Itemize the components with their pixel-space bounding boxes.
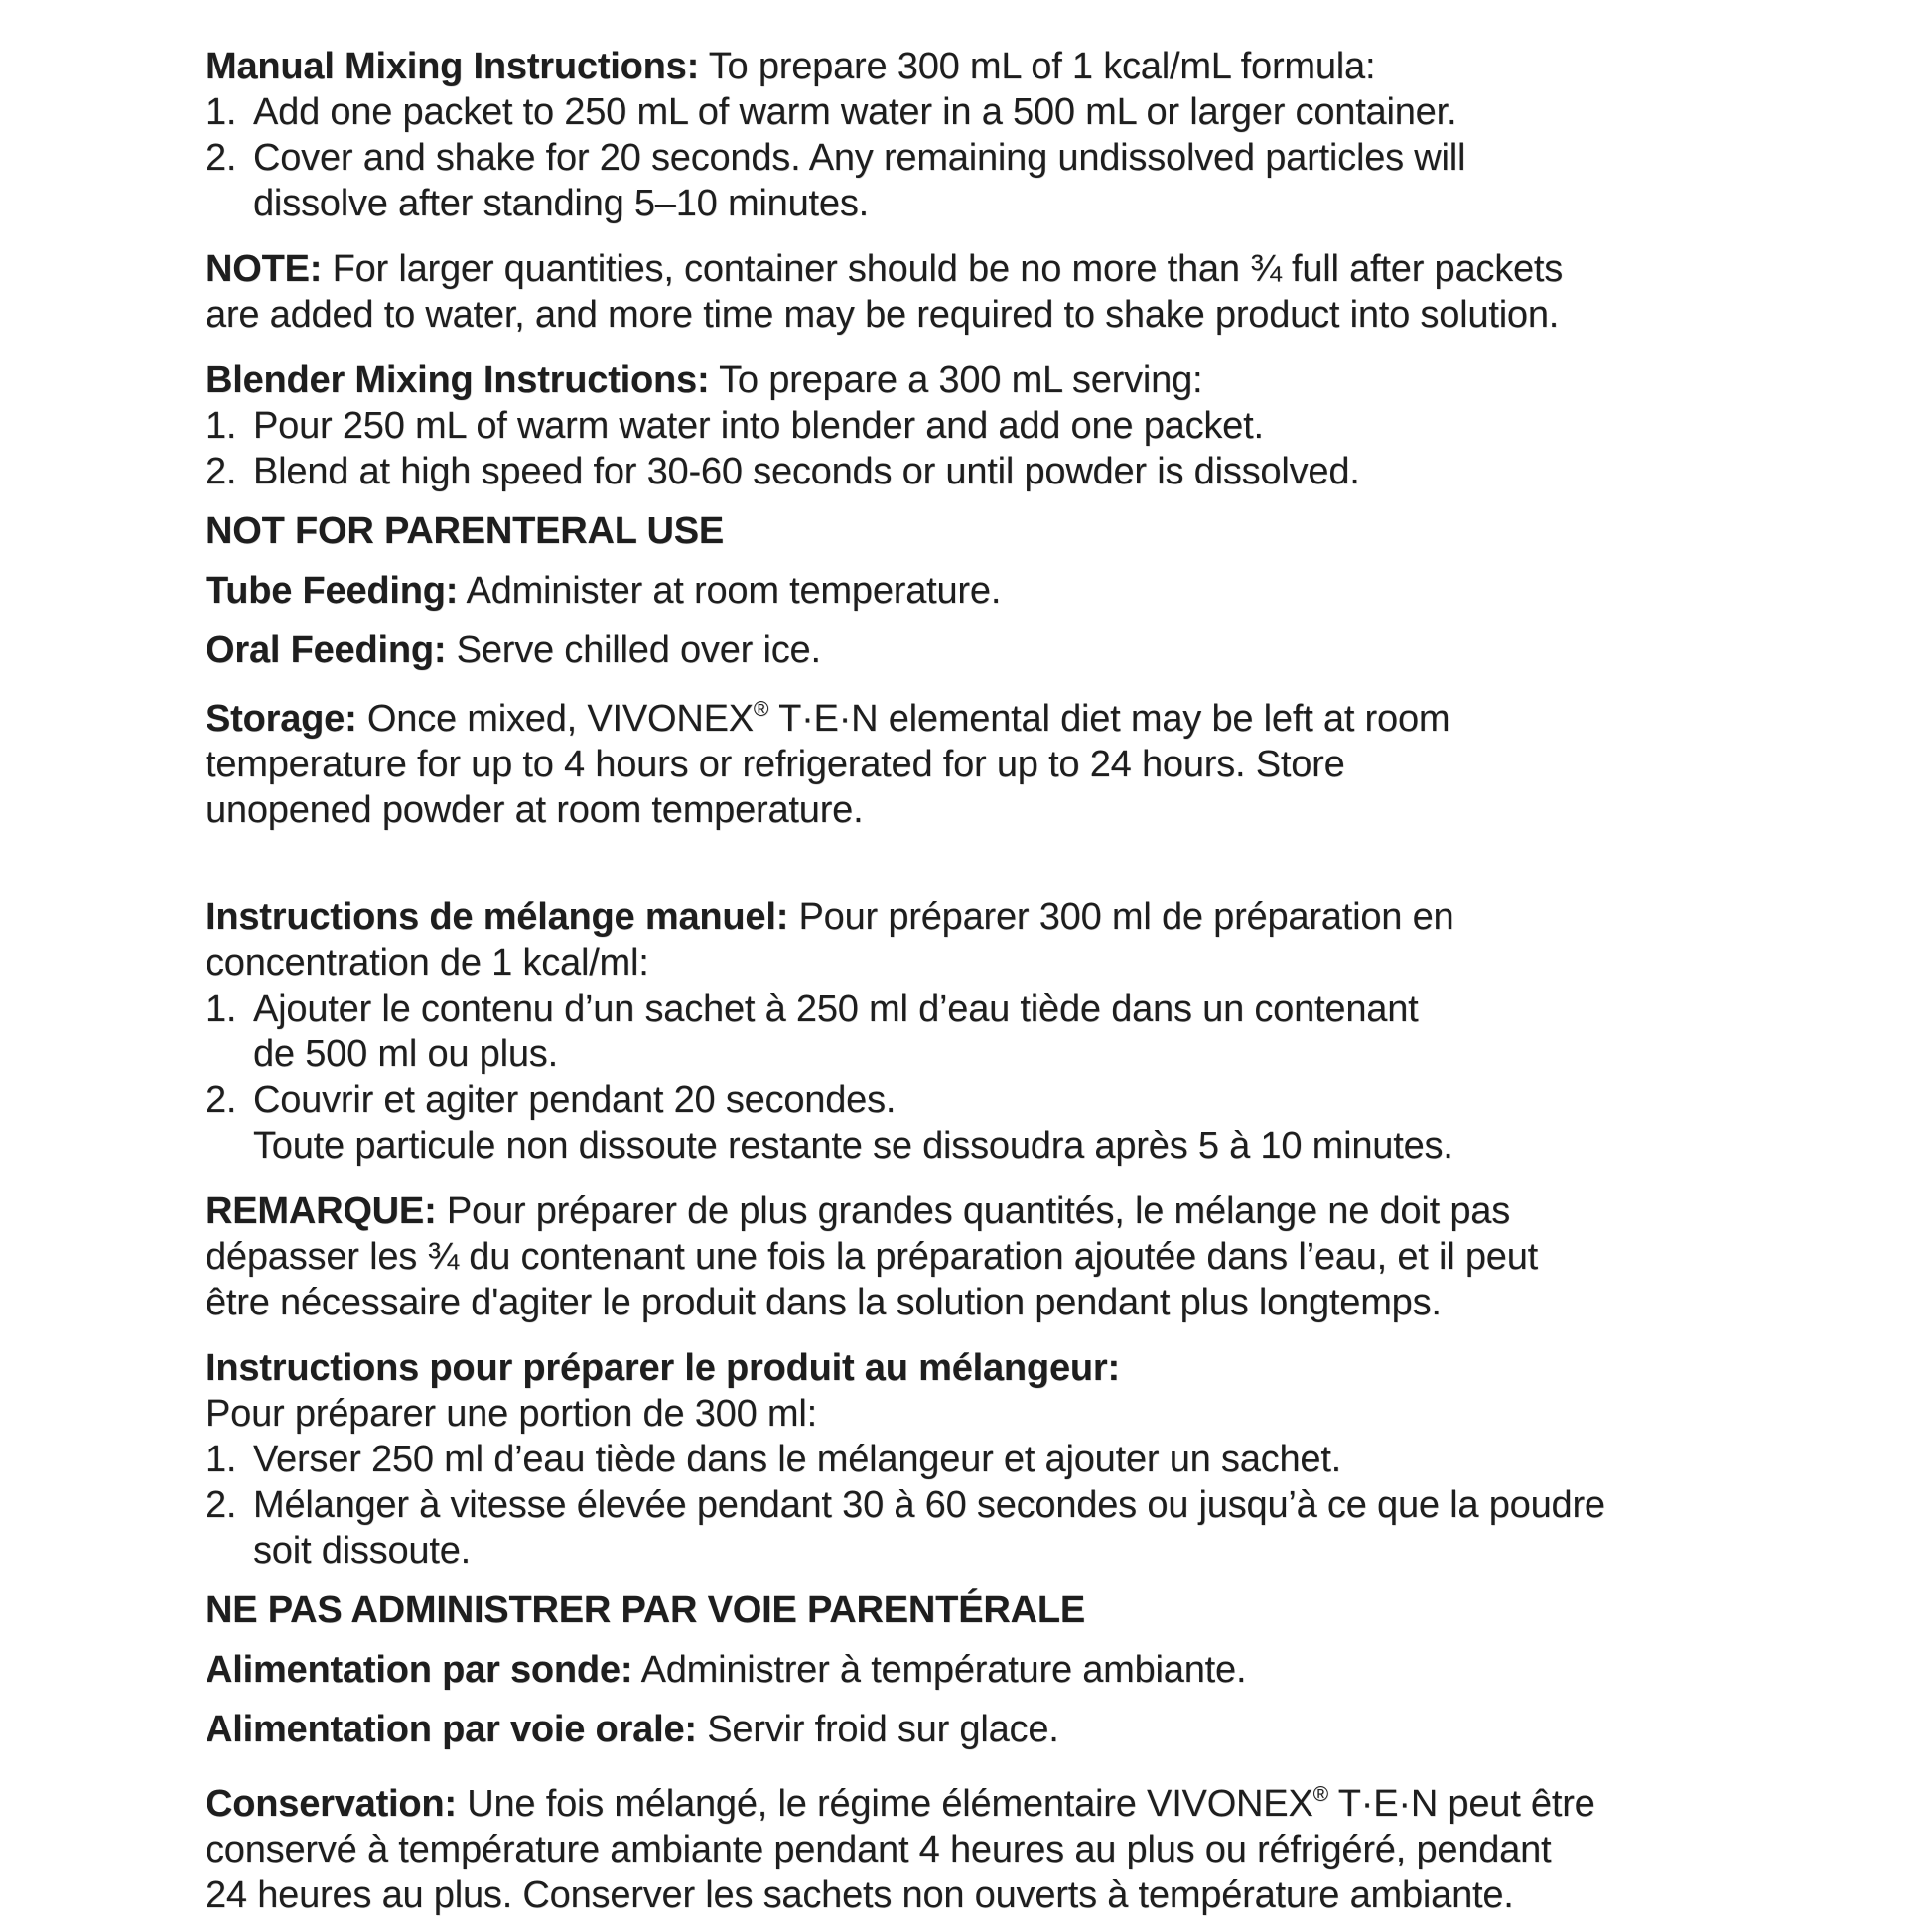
en-note-line-1 (206, 246, 1932, 292)
list-number: 2. (206, 1079, 237, 1121)
en-manual-heading-label: Manual Mixing Instructions: (206, 46, 700, 87)
fr-remarque-line-3: être nécessaire d'agiter le produit dans la solution pendant plus longtemps. (206, 1282, 1442, 1323)
en-manual-step-1 (206, 89, 1932, 135)
en-note-text: For larger quantities, container should be no more than ¾ full after packets (322, 248, 1564, 290)
en-manual-heading (206, 44, 1932, 89)
fr-blender-step-2-continued: soit dissoute. (253, 1530, 471, 1572)
en-blender-heading-label: Blender Mixing Instructions: (206, 359, 710, 401)
list-text: Mélanger à vitesse élevée pendant 30 à 60 secondes ou jusqu’à ce que la poudre (253, 1484, 1605, 1526)
fr-manual-heading (206, 895, 1932, 940)
list-text: Verser 250 ml d’eau tiède dans le mélangeur et ajouter un sachet. (253, 1439, 1342, 1480)
list-text: Couvrir et agiter pendant 20 secondes. (253, 1079, 897, 1121)
fr-blender-heading-line-2: Pour préparer une portion de 300 ml: (206, 1393, 817, 1435)
list-number: 2. (206, 137, 237, 179)
list-text: Cover and shake for 20 seconds. Any remaining undissolved particles will (253, 137, 1466, 179)
fr-blender-step-2 (206, 1482, 1932, 1528)
en-oral-feeding-label: Oral Feeding: (206, 629, 447, 671)
list-number: 1. (206, 1439, 237, 1480)
fr-manual-heading-line-2: concentration de 1 kcal/ml: (206, 942, 649, 984)
fr-parenteral-warning-heading: NE PAS ADMINISTRER PAR VOIE PARENTÉRALE (206, 1589, 1085, 1631)
fr-storage-line-2: conservé à température ambiante pendant 4 heures au plus ou réfrigéré, pendant (206, 1829, 1552, 1870)
en-blender-step-1 (206, 403, 1932, 449)
fr-manual-heading-label: Instructions de mélange manuel: (206, 897, 789, 938)
list-number: 2. (206, 1484, 237, 1526)
fr-blender-heading: Instructions pour préparer le produit au mélangeur: (206, 1347, 1120, 1389)
fr-manual-step-2-continued: Toute particule non dissoute restante se dissoudra après 5 à 10 minutes. (253, 1125, 1453, 1167)
fr-storage-text: Une fois mélangé, le régime élémentaire VIVONEX (456, 1783, 1313, 1825)
en-tube-feeding (206, 568, 1932, 614)
registered-mark: ® (753, 698, 769, 721)
en-storage-text: T·E·N elemental diet may be left at room (768, 698, 1450, 740)
fr-tube-feeding-text: Administrer à température ambiante. (632, 1649, 1247, 1691)
en-storage-line-3: unopened powder at room temperature. (206, 789, 864, 831)
en-storage-text: Once mixed, VIVONEX (356, 698, 754, 740)
fr-storage-text: T·E·N peut être (1328, 1783, 1595, 1825)
fr-oral-feeding (206, 1707, 1932, 1752)
fr-manual-step-1-continued: de 500 ml ou plus. (253, 1034, 558, 1075)
en-oral-feeding (206, 627, 1932, 673)
list-number: 1. (206, 988, 237, 1030)
en-storage-line-2: temperature for up to 4 hours or refrigerated for up to 24 hours. Store (206, 744, 1345, 785)
en-blender-heading-text: To prepare a 300 mL serving: (709, 359, 1203, 401)
list-number: 2. (206, 451, 237, 492)
fr-storage-line-1 (206, 1772, 1932, 1827)
en-blender-step-2 (206, 449, 1932, 494)
fr-oral-feeding-label: Alimentation par voie orale: (206, 1709, 697, 1750)
en-manual-step-2 (206, 135, 1932, 181)
en-manual-heading-text: To prepare 300 mL of 1 kcal/mL formula: (699, 46, 1376, 87)
fr-remarque-text: Pour préparer de plus grandes quantités, le mélange ne doit pas (436, 1190, 1510, 1232)
en-manual-step-2-continued: dissolve after standing 5–10 minutes. (253, 183, 869, 224)
en-storage-label: Storage: (206, 698, 357, 740)
list-text: Ajouter le contenu d’un sachet à 250 ml d’eau tiède dans un contenant (253, 988, 1419, 1030)
registered-mark: ® (1312, 1783, 1329, 1806)
fr-remarque-label: REMARQUE: (206, 1190, 437, 1232)
fr-manual-heading-text: Pour préparer 300 ml de préparation en (788, 897, 1454, 938)
list-text: Blend at high speed for 30-60 seconds or until powder is dissolved. (253, 451, 1360, 492)
fr-manual-step-2 (206, 1077, 1932, 1123)
fr-tube-feeding (206, 1647, 1932, 1693)
en-storage-line-1 (206, 687, 1932, 742)
fr-tube-feeding-label: Alimentation par sonde: (206, 1649, 633, 1691)
fr-remarque-line-1 (206, 1188, 1932, 1234)
fr-remarque-line-2: dépasser les ¾ du contenant une fois la préparation ajoutée dans l’eau, et il peut (206, 1236, 1538, 1278)
en-tube-feeding-label: Tube Feeding: (206, 570, 459, 612)
en-tube-feeding-text: Administer at room temperature. (458, 570, 1002, 612)
list-text: Add one packet to 250 mL of warm water in a 500 mL or larger container. (253, 91, 1457, 133)
en-note-line-2: are added to water, and more time may be required to shake product into solution. (206, 294, 1560, 336)
fr-oral-feeding-text: Servir froid sur glace. (696, 1709, 1059, 1750)
en-note-label: NOTE: (206, 248, 323, 290)
en-oral-feeding-text: Serve chilled over ice. (446, 629, 821, 671)
en-parenteral-warning-heading: NOT FOR PARENTERAL USE (206, 510, 724, 552)
fr-storage-label: Conservation: (206, 1783, 457, 1825)
list-number: 1. (206, 405, 237, 447)
fr-manual-step-1 (206, 986, 1932, 1032)
list-number: 1. (206, 91, 237, 133)
fr-blender-step-1 (206, 1437, 1932, 1482)
fr-storage-line-3: 24 heures au plus. Conserver les sachets non ouverts à température ambiante. (206, 1874, 1514, 1916)
en-blender-heading (206, 357, 1932, 403)
list-text: Pour 250 mL of warm water into blender and add one packet. (253, 405, 1264, 447)
